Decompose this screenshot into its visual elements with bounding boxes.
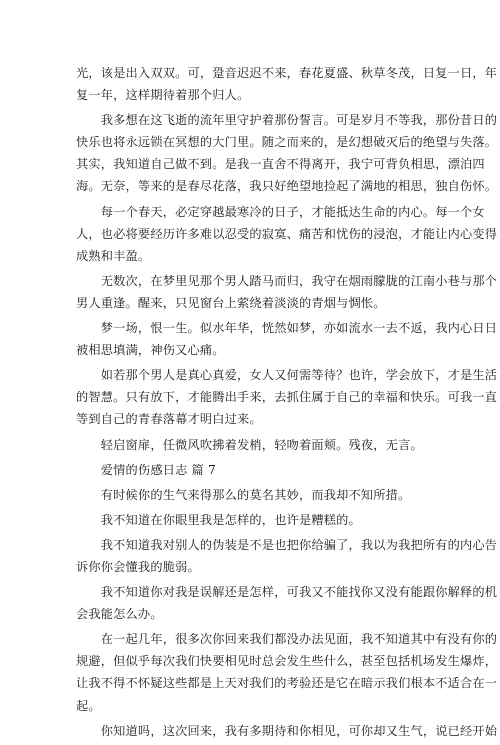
text-line: 成熟和丰盈。 bbox=[76, 248, 151, 263]
text-line: 会我能怎么办。 bbox=[76, 607, 163, 622]
text-line: 如若那个男人是真心真爱，女人又何需等待？也许，学会放下，才是生活 bbox=[76, 368, 498, 383]
paragraph bbox=[76, 581, 498, 625]
paragraph bbox=[76, 534, 498, 578]
paragraph bbox=[76, 364, 498, 430]
text-line: 轻启窗扉，任微风吹拂着发梢，轻吻着面颊。残夜，无言。 bbox=[76, 437, 423, 452]
text-line: 我不知道在你眼里我是怎样的，也许是糟糕的。 bbox=[76, 512, 361, 527]
document-body bbox=[76, 62, 498, 745]
text-line: 在一起几年，很多次你回来我们都没办法见面，我不知道其中有没有你的 bbox=[76, 632, 498, 647]
text-line: 复一年，这样期待着那个归人。 bbox=[76, 88, 250, 103]
text-line: 的智慧。只有放下，才能腾出手来，去抓住属于自己的幸福和快乐。可我一直 bbox=[76, 390, 498, 405]
paragraph bbox=[76, 628, 498, 716]
text-line: 我不知道我对别人的伪装是不是也把你给骗了，我以为我把所有的内心告 bbox=[76, 537, 498, 552]
text-line: 其实，我知道自己做不到。是我一直舍不得离开，我宁可背负相思，漂泊四 bbox=[76, 157, 485, 172]
text-line: 我多想在这飞逝的流年里守护着那份誓言。可是岁月不等我，那份昔日的 bbox=[76, 113, 498, 128]
text-line: 你知道吗，这次回来，我有多期待和你相见，可你却又生气，说已经开始 bbox=[76, 723, 498, 738]
text-line: 我不知道你对我是误解还是怎样，可我又不能找你又没有能跟你解释的机 bbox=[76, 585, 498, 600]
paragraph bbox=[76, 509, 432, 531]
paragraph bbox=[76, 434, 432, 456]
text-line: 每一个春天，必定穿越最寒冷的日子，才能抵达生命的内心。每一个女 bbox=[76, 204, 485, 219]
text-line: 男人重逢。醒来，只见窗台上萦绕着淡淡的青烟与惆怅。 bbox=[76, 295, 386, 310]
paragraph bbox=[76, 720, 498, 742]
section-heading: 爱情的伤感日志 篇 7 bbox=[76, 462, 216, 477]
paragraph bbox=[76, 201, 498, 267]
text-line: 诉你你会懂我的脆弱。 bbox=[76, 559, 200, 574]
text-line: 快乐也将永远锁在冥想的大门里。随之而来的，是幻想破灭后的绝望与失落。 bbox=[76, 135, 498, 150]
text-line: 光，该是出入双双。可，跫音迟迟不来，春花夏盛、秋草冬茂，日复一日，年 bbox=[76, 66, 498, 80]
text-line: 有时候你的生气来得那么的莫名其妙，而我却不知所措。 bbox=[76, 487, 411, 502]
text-line: 人，也必将要经历许多难以忍受的寂寞、痛苦和忧伤的浸泡，才能让内心变得 bbox=[76, 226, 498, 241]
text-line: 梦一场，恨一生。似水年华，恍然如梦，亦如流水一去不返，我内心日日 bbox=[76, 321, 498, 336]
text-line: 无数次，在梦里见那个男人踏马而归，我守在烟雨朦胧的江南小巷与那个 bbox=[76, 273, 498, 288]
text-line: 被相思填满，神伤又心痛。 bbox=[76, 343, 225, 358]
paragraph bbox=[76, 109, 498, 197]
text-line: 等到自己的青春落幕才明白过来。 bbox=[76, 412, 262, 427]
paragraph bbox=[76, 270, 498, 314]
text-line: 让我不得不怀疑这些都是上天对我们的考验还是它在暗示我们根本不适合在一 bbox=[76, 676, 498, 691]
paragraph bbox=[76, 317, 498, 361]
text-line: 起。 bbox=[76, 698, 101, 713]
paragraph bbox=[76, 62, 498, 106]
paragraph bbox=[76, 484, 432, 506]
text-line: 海。无奈，等来的是春尽花落，我只好绝望地捡起了满地的相思，独自伤怀。 bbox=[76, 179, 498, 194]
text-line: 规避，但似乎每次我们快要相见时总会发生些什么，甚至包括机场发生爆炸， bbox=[76, 654, 498, 669]
